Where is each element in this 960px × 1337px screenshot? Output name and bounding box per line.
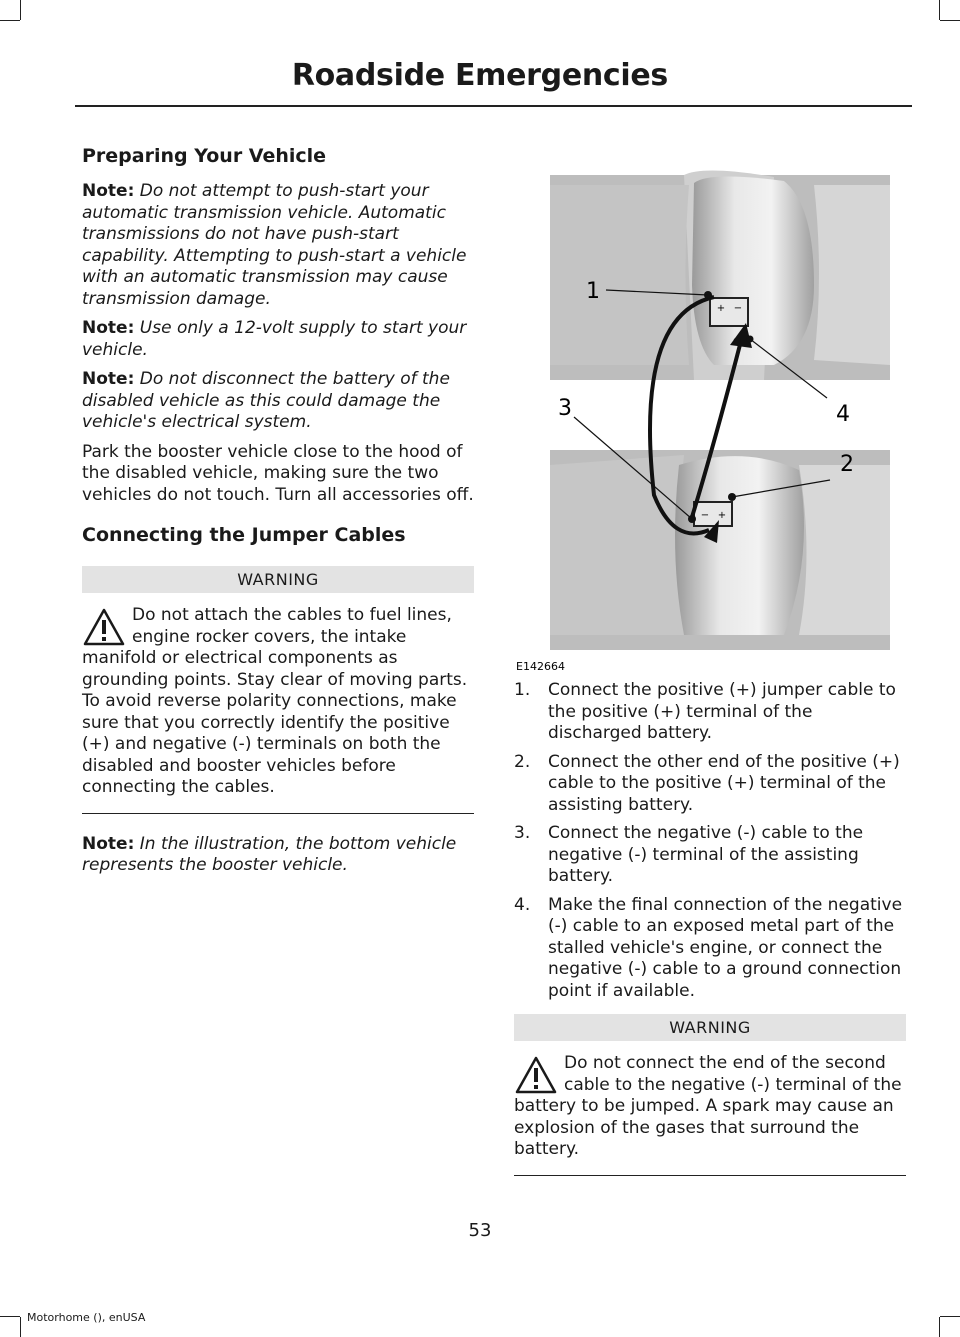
step-text: Connect the other end of the positive (+) cable to the positive (+) terminal of the assisting battery. [548, 751, 900, 815]
note-text: In the illustration, the bottom vehicle represents the booster vehicle. [82, 833, 457, 875]
callout-number: 1 [586, 279, 600, 304]
crop-mark [20, 1317, 21, 1337]
warning-box [514, 1053, 906, 1161]
page-header-title: Roadside Emergencies [291, 58, 668, 93]
crop-mark [0, 20, 20, 21]
crop-mark [940, 20, 960, 21]
svg-text:−: − [700, 510, 710, 521]
warning-box [82, 605, 474, 799]
connection-point [734, 338, 741, 345]
note-label: Note: [82, 833, 135, 854]
callout-number: 4 [836, 402, 850, 427]
assisting-battery [694, 502, 732, 526]
callout-number: 3 [558, 396, 572, 421]
note-label: Note: [82, 318, 135, 338]
warning-triangle-icon [82, 607, 126, 647]
step-text: Connect the negative (-) cable to the negative (-) terminal of the assisting battery. [548, 823, 864, 886]
note-text: Do not attempt to push-start your automatic transmission vehicle. Automatic transmissions do not have push-start capability. Attempting to push-start a vehicle with an automatic transmission may cause transmission damage. [82, 181, 467, 309]
crop-mark [939, 1317, 940, 1337]
section-heading-jumper-cables: Connecting the Jumper Cables [82, 524, 406, 546]
list-item [514, 752, 906, 817]
figure-code: E142664 [516, 660, 565, 673]
warning-triangle-icon [514, 1055, 558, 1095]
note-label: Note: [82, 181, 135, 201]
note-text: Do not disconnect the battery of the disabled vehicle as this could damage the vehicle's electrical system. [82, 369, 450, 432]
list-item [514, 680, 906, 745]
note-text: Use only a 12-volt supply to start your vehicle. [82, 318, 467, 360]
jumper-cable-illustration [514, 165, 906, 675]
svg-text:+: + [717, 510, 727, 521]
warning-text: Do not attach the cables to fuel lines, engine rocker covers, the intake manifold or electrical components as grounding points. Stay clear of moving parts. To avoid reverse polarity connections, make sure that you correctly identify the positive (+) and negative (-) terminals on both the disabled and booster vehicles before connecting the cables. [82, 605, 468, 797]
step-text: Make the final connection of the negative (-) cable to an exposed metal part of the stalled vehicle's engine, or connect the negative (-) cable to a ground connection point if available. [548, 894, 903, 1001]
list-item [514, 895, 906, 1003]
section-heading-preparing: Preparing Your Vehicle [82, 145, 327, 167]
crop-mark [939, 0, 940, 20]
list-item [514, 823, 906, 888]
header-divider [75, 105, 912, 107]
disabled-vehicle [550, 170, 890, 380]
note-paragraph [82, 181, 474, 310]
warning-divider [514, 1175, 906, 1176]
document-id: Motorhome (), enUSA [27, 1311, 146, 1324]
discharged-battery [710, 298, 748, 326]
right-column [514, 680, 906, 1196]
instruction-list [514, 680, 906, 1002]
crop-mark [940, 1316, 960, 1317]
note-paragraph [82, 369, 474, 434]
left-column [82, 145, 474, 885]
note-label: Note: [82, 369, 135, 389]
svg-text:−: − [733, 303, 743, 314]
step-text: Connect the positive (+) jumper cable to the positive (+) terminal of the discharged battery. [548, 680, 896, 743]
warning-header: WARNING [82, 566, 474, 593]
step-number: 2. [514, 751, 531, 772]
note-paragraph [82, 834, 474, 877]
step-number: 4. [514, 894, 531, 915]
warning-text: Do not connect the end of the second cable to the negative (-) terminal of the battery to be jumped. A spark may cause an explosion of the gases that surround the battery. [514, 1053, 902, 1159]
body-paragraph: Park the booster vehicle close to the hood of the disabled vehicle, making sure the two vehicles do not touch. Turn all accessories off. [82, 441, 474, 505]
svg-text:+: + [716, 303, 726, 314]
crop-mark [0, 1316, 20, 1317]
crop-mark [20, 0, 21, 20]
page-number: 53 [468, 1220, 492, 1241]
callout-number: 2 [840, 452, 854, 477]
note-paragraph [82, 318, 474, 361]
step-number: 1. [514, 680, 531, 700]
warning-header: WARNING [514, 1014, 906, 1041]
booster-vehicle [550, 450, 890, 650]
warning-divider [82, 813, 474, 814]
step-number: 3. [514, 823, 531, 843]
